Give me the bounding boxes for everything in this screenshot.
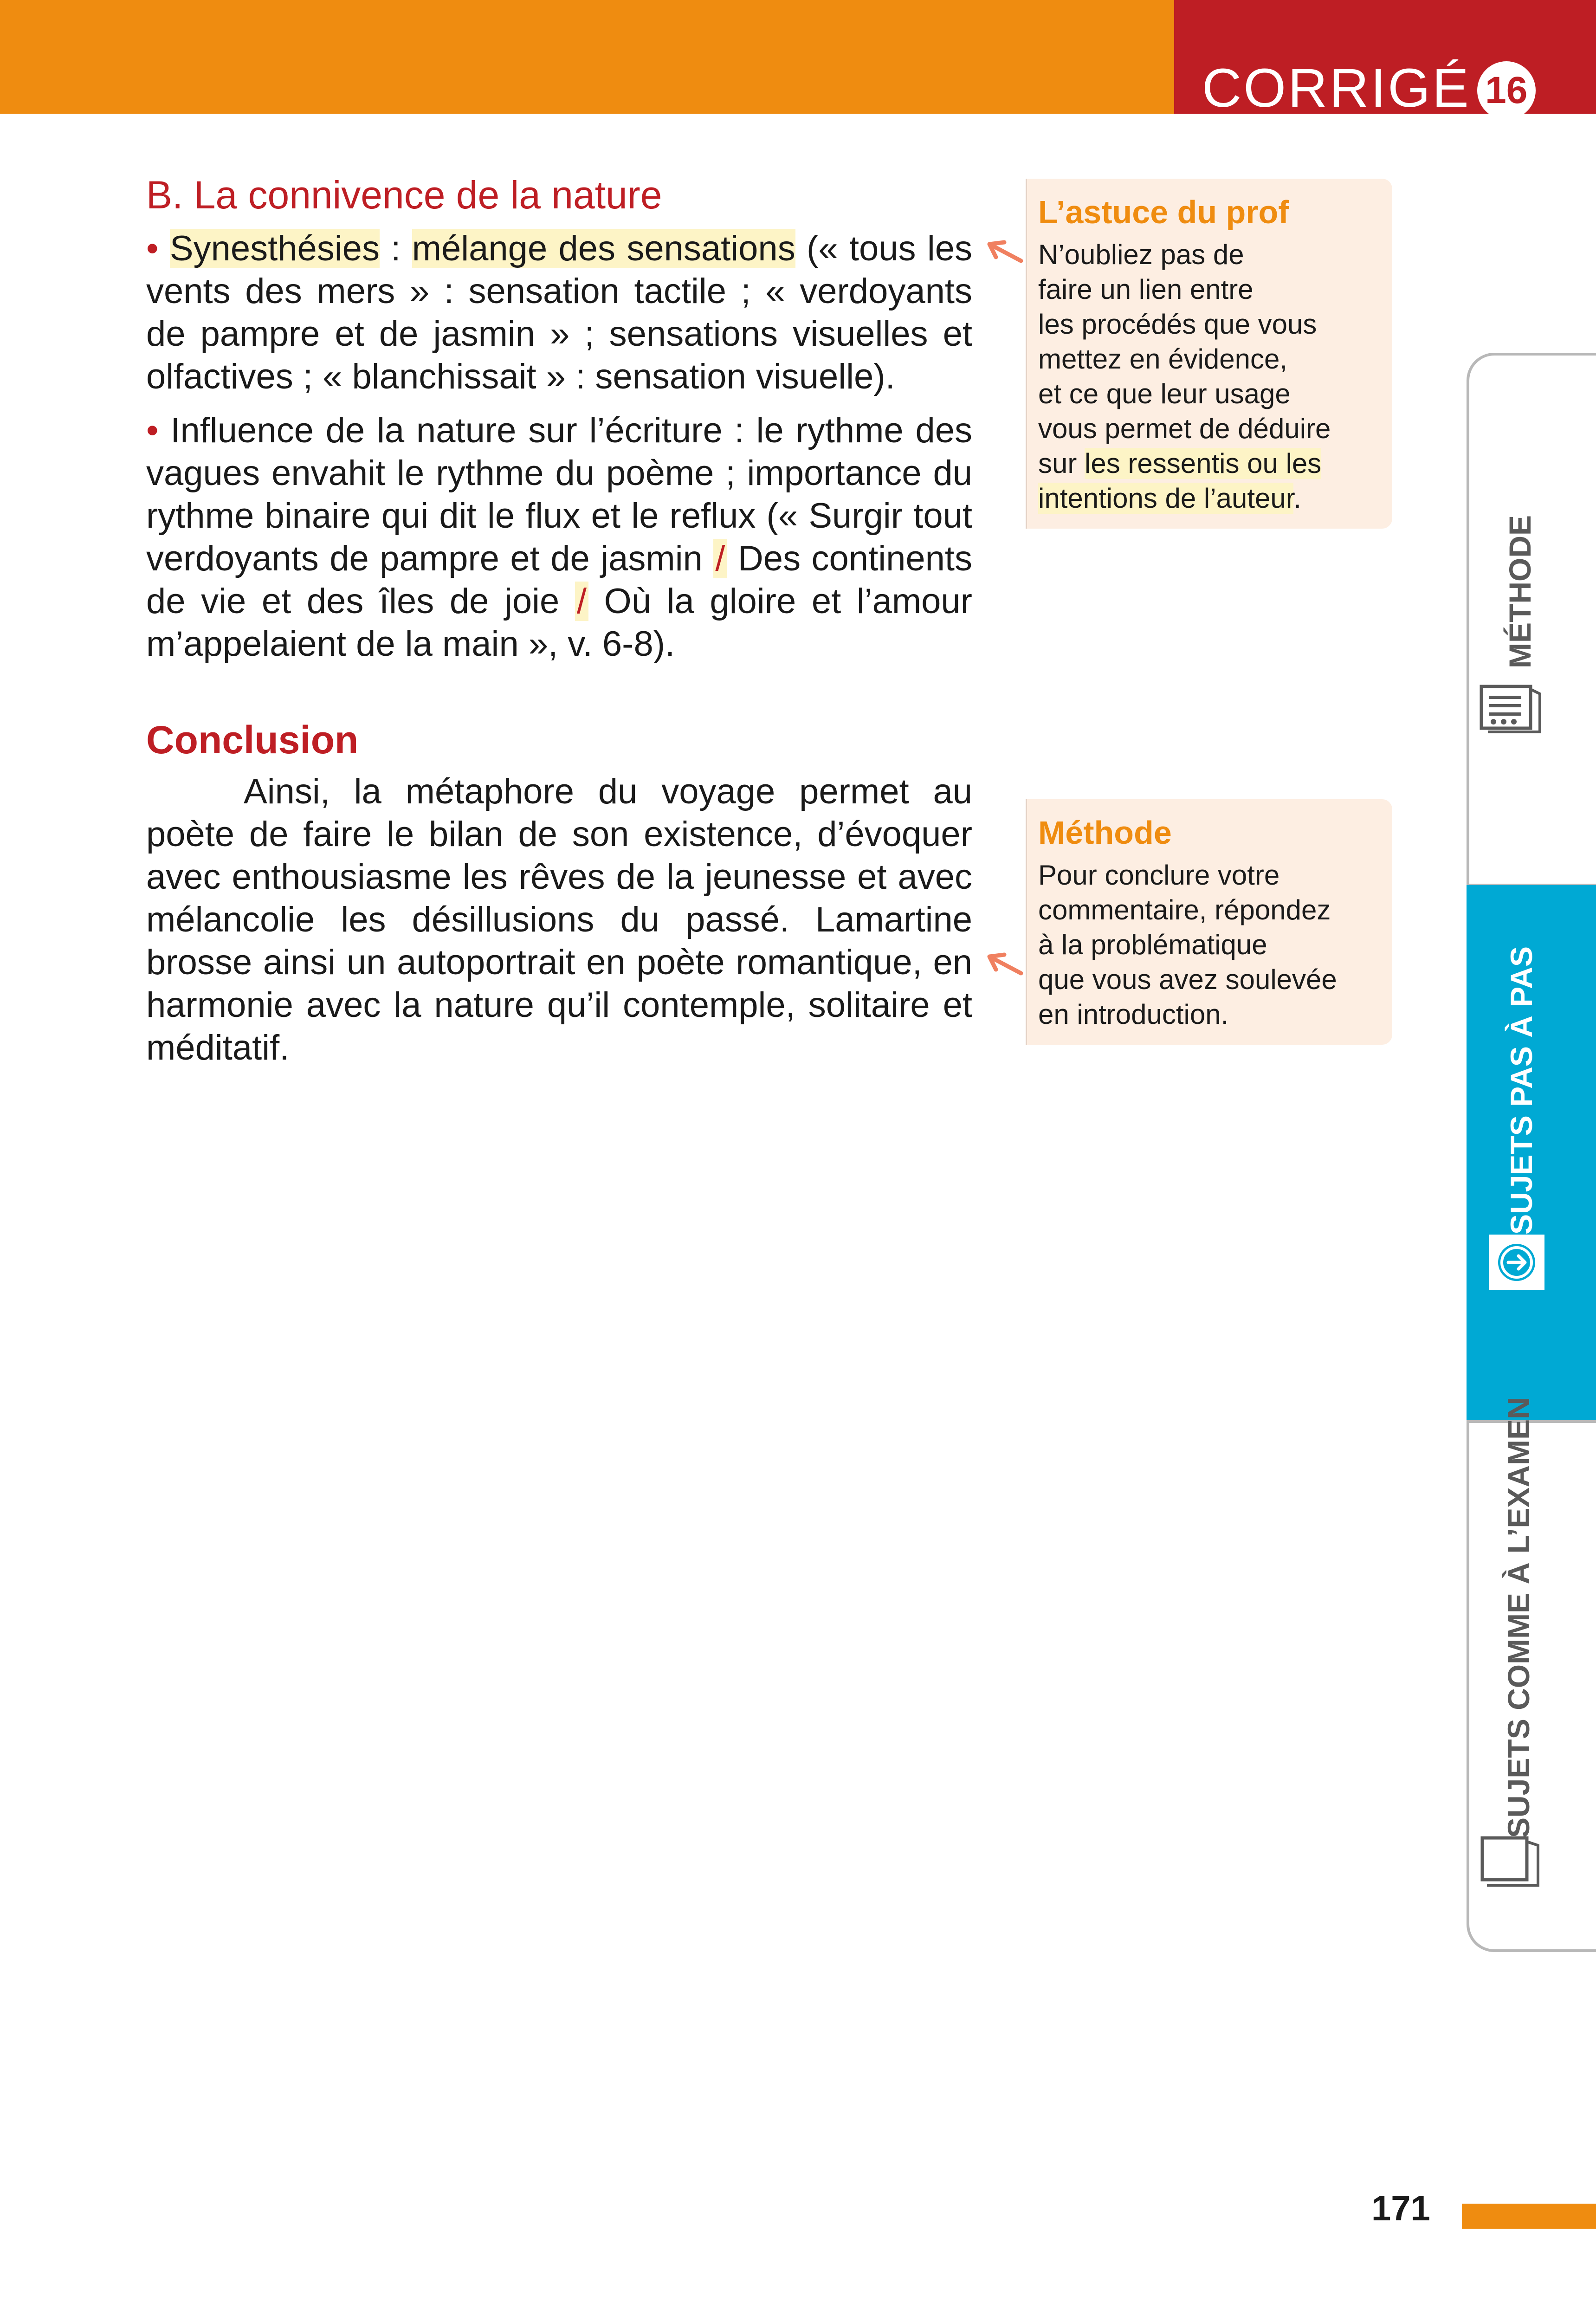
methode-line: commentaire, répondez: [1038, 894, 1331, 925]
tab-examen-label[interactable]: SUJETS COMME À L’EXAMEN: [1501, 1397, 1536, 1838]
methode-line: Pour conclure votre: [1038, 860, 1280, 891]
methode-line: en introduction.: [1038, 999, 1229, 1030]
astuce-line: N’oubliez pas de: [1038, 239, 1244, 270]
astuce-box: [1026, 179, 1392, 529]
astuce-line: et ce que leur usage: [1038, 378, 1291, 409]
astuce-title: L’astuce du prof: [1038, 194, 1289, 230]
corrige-text: CORRIGÉ: [1202, 58, 1471, 119]
term-synesthesies: Synesthésies: [169, 229, 380, 268]
section-title: B. La connivence de la nature: [146, 173, 662, 217]
paragraph-part1: Influence de la nature sur l’écriture : le rythme des vagues envahit le rythme du poème ; importance du rythme binaire qui dit le flux et le reflux (« Surgir tout verdoyants de pampre et de jasmin: [146, 411, 972, 578]
footer-bar: [1462, 2204, 1596, 2229]
clipboard-list-icon: [1475, 680, 1544, 736]
main-content: [146, 167, 972, 1069]
paragraph-part2: Des continents de vie et des îles de joie: [146, 539, 972, 621]
definition-highlight: mélange des sensations: [412, 229, 795, 268]
astuce-highlight: intentions de l’auteur: [1038, 483, 1294, 514]
paragraph-rest: (« tous les vents des mers » : sensation tactile ; « verdoyants de pampre et de jasmin » ; sensations visuelles et olfactives ; « blanchissait » : sensation visuelle).: [146, 229, 972, 396]
astuce-line-start: sur: [1038, 448, 1085, 479]
arrow-left-icon: [984, 949, 1026, 982]
conclusion-paragraph: Ainsi, la métaphore du voyage permet au poète de faire le bilan de son existence, d’évoquer avec enthousiasme les rêves de la jeunesse et avec mélancolie les désillusions du passé. Lamartine brosse ainsi un autoportrait en poète romantique, en harmonie avec la nature qu’il contemple, solitaire et méditatif.: [146, 772, 972, 1067]
separator: :: [379, 229, 412, 268]
methode-text: [1038, 858, 1381, 1032]
astuce-line: [1038, 481, 1381, 516]
verse-separator: /: [713, 539, 727, 578]
astuce-line: les procédés que vous: [1038, 309, 1317, 340]
paragraph-synesthesies: [146, 227, 972, 398]
astuce-line: faire un lien entre: [1038, 274, 1254, 305]
page-number: 171: [1371, 2189, 1430, 2228]
astuce-line: [1038, 446, 1381, 481]
tab-methode-label[interactable]: MÉTHODE: [1503, 515, 1537, 668]
arrow-up-circle-icon: [1484, 1225, 1554, 1295]
conclusion-title: Conclusion: [146, 718, 359, 762]
methode-box: [1026, 799, 1392, 1045]
astuce-text: [1038, 237, 1381, 516]
paragraph-part3: Où la gloire et l’amour m’appelaient de la main », v. 6-8).: [146, 582, 972, 664]
bullet: •: [146, 229, 159, 268]
arrow-left-icon: [984, 237, 1026, 269]
paragraph-influence: [146, 409, 972, 666]
verse-separator: /: [575, 582, 588, 621]
methode-title: Méthode: [1038, 815, 1172, 851]
corrige-number-badge: 16: [1477, 61, 1536, 120]
astuce-line: mettez en évidence,: [1038, 343, 1287, 375]
tab-pas-a-pas-label[interactable]: SUJETS PAS À PAS: [1504, 946, 1538, 1235]
bullet: •: [146, 411, 159, 450]
astuce-highlight: les ressentis ou les: [1085, 448, 1322, 479]
methode-line: que vous avez soulevée: [1038, 964, 1337, 995]
astuce-line-end: .: [1293, 483, 1302, 514]
corrige-label: [1202, 58, 1536, 118]
methode-line: à la problématique: [1038, 929, 1267, 960]
document-icon: [1476, 1833, 1545, 1889]
astuce-line: vous permet de déduire: [1038, 413, 1331, 444]
